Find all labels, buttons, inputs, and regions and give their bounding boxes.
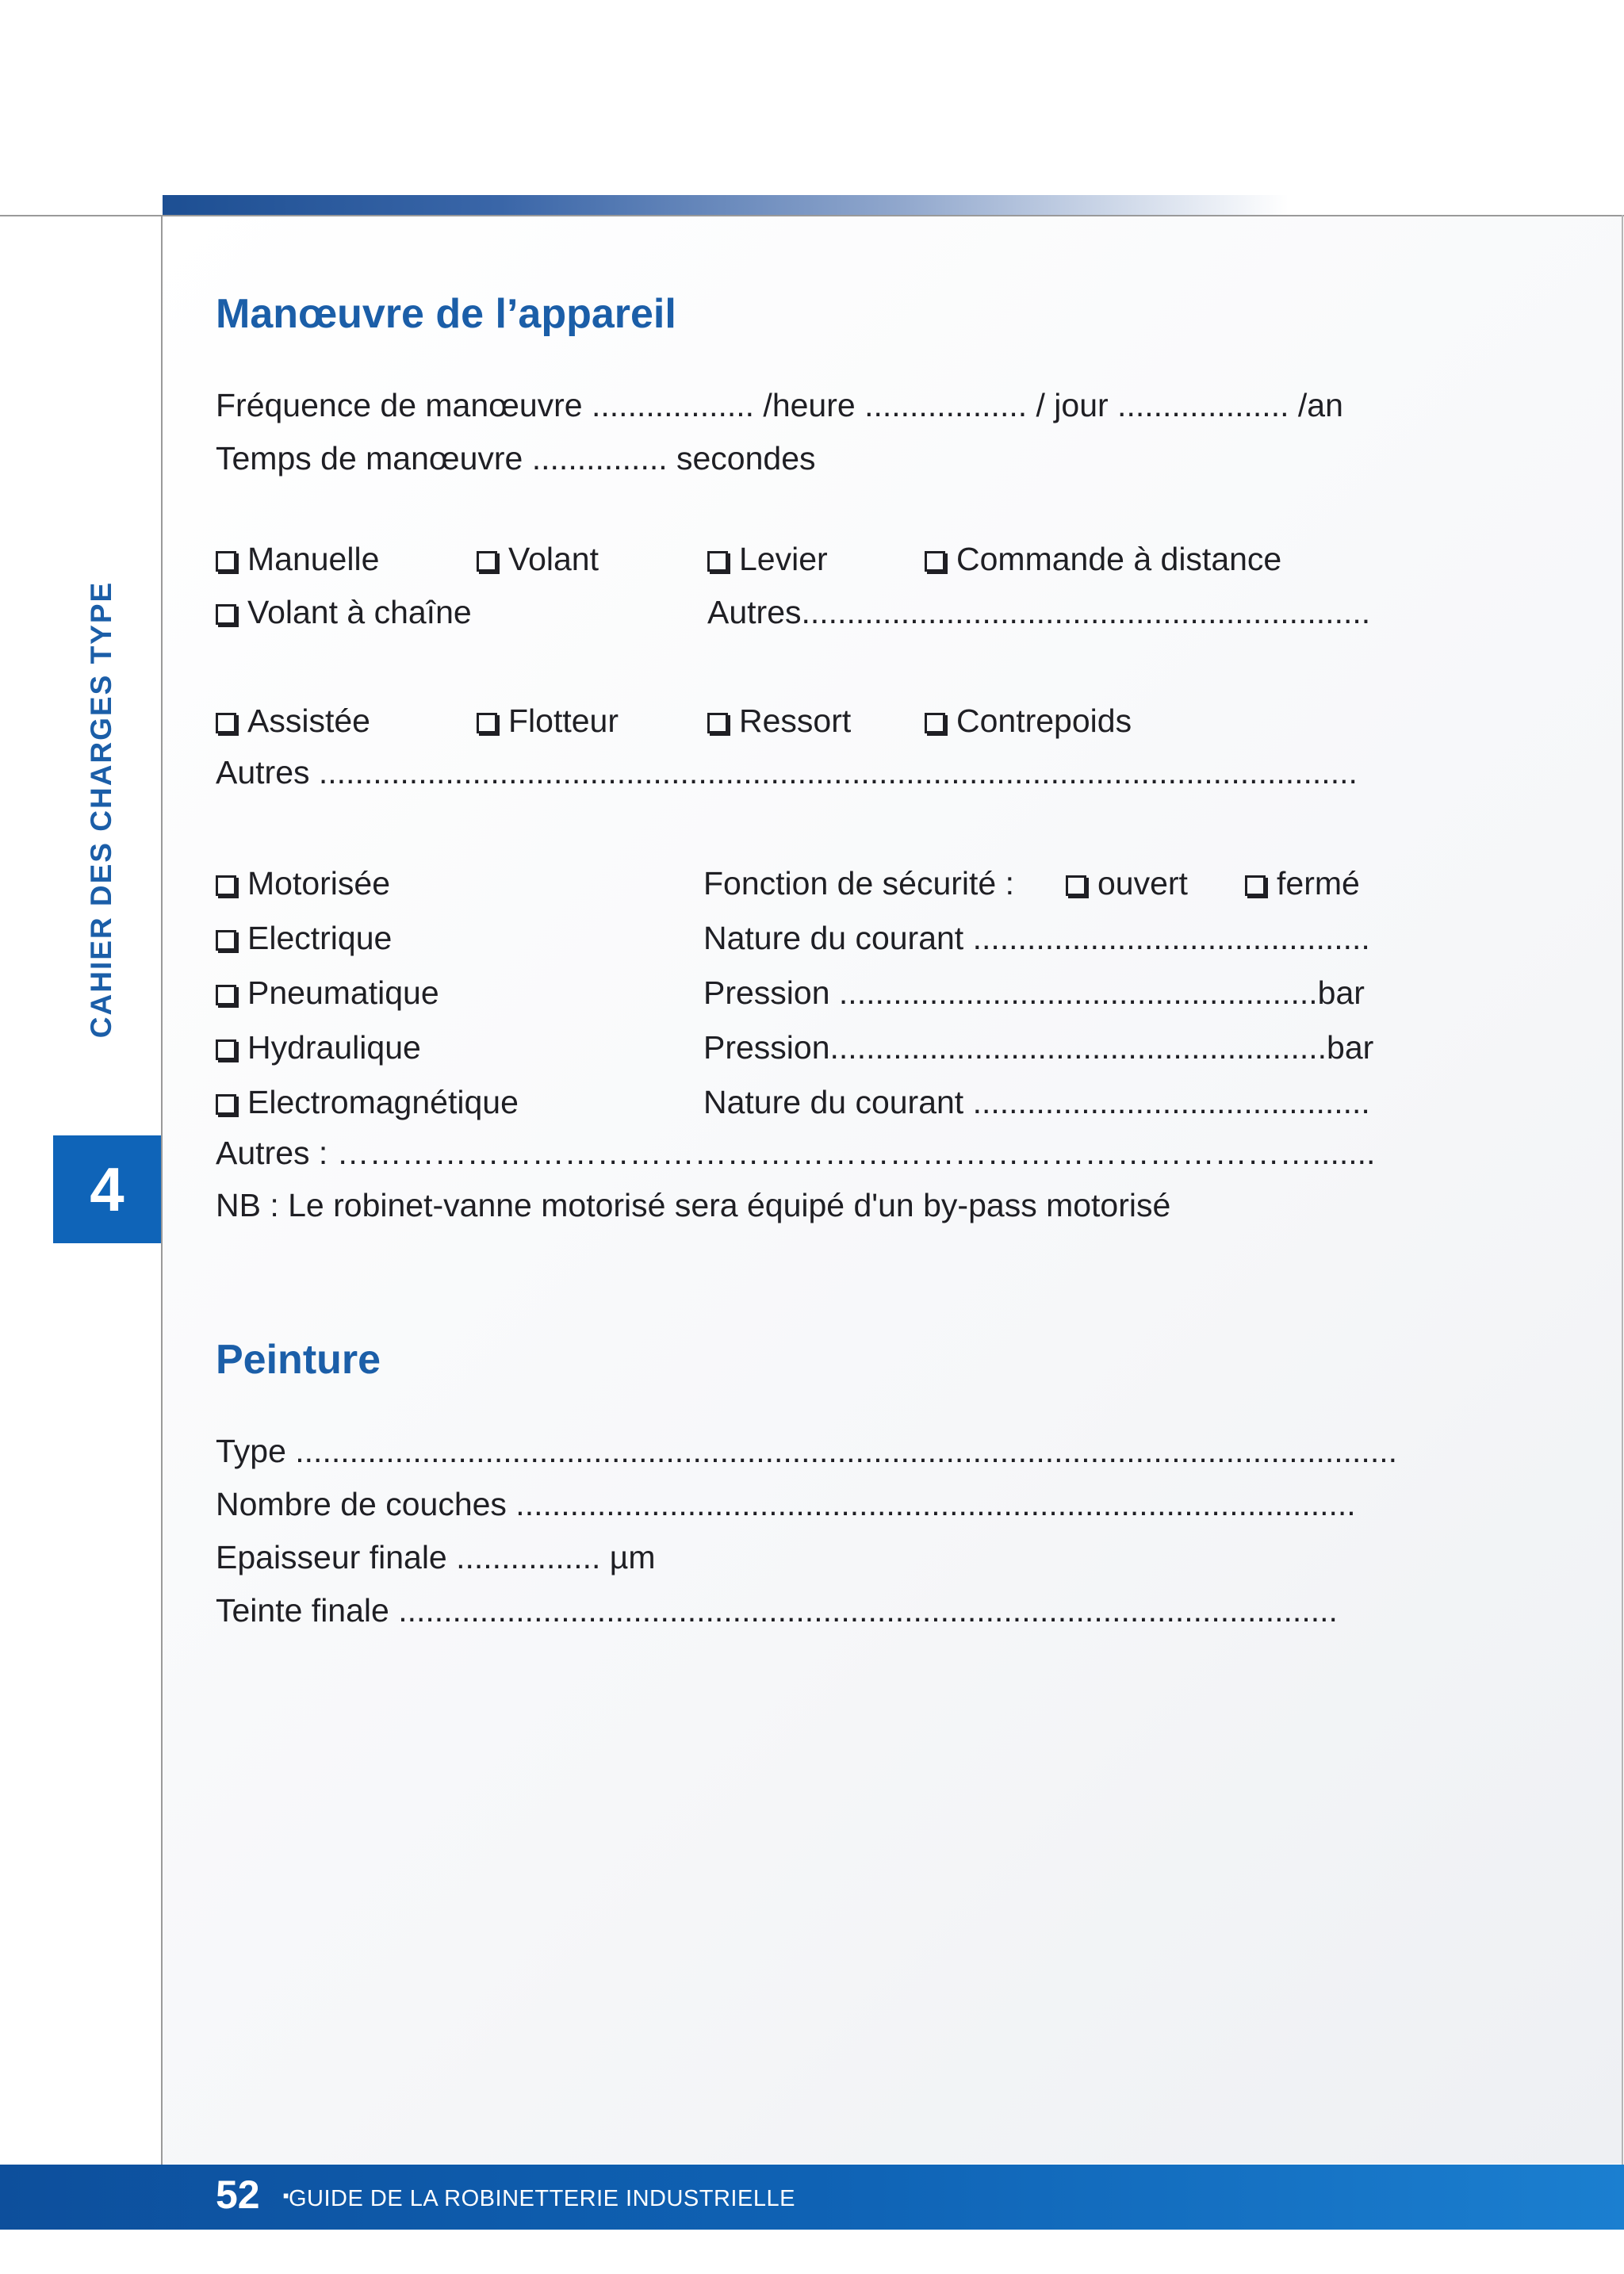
autres-field-2[interactable]: Autres ................................................................................................................... bbox=[216, 754, 1358, 791]
pression-field-1[interactable]: Pression .....................................................bar bbox=[703, 974, 1365, 1011]
right-rule bbox=[1622, 215, 1623, 2165]
left-rule bbox=[161, 215, 163, 2165]
nature-courant-field-2[interactable]: Nature du courant ............................................ bbox=[703, 1084, 1370, 1120]
page-number: 52 bbox=[216, 2173, 260, 2217]
checkbox-icon bbox=[925, 551, 945, 572]
teinte-field[interactable]: Teinte finale ........................................................................................................ bbox=[216, 1592, 1338, 1629]
peinture-heading: Peinture bbox=[216, 1337, 381, 1383]
checkbox-electrique[interactable]: Electrique bbox=[216, 919, 392, 957]
checkbox-pneumatique[interactable]: Pneumatique bbox=[216, 974, 439, 1012]
header-gradient-bar bbox=[163, 195, 1289, 216]
temps-line: Temps de manœuvre ............... secondes bbox=[216, 440, 816, 477]
type-field[interactable]: Type .......................................................................................................................... bbox=[216, 1433, 1397, 1469]
checkbox-commande-distance[interactable]: Commande à distance bbox=[925, 540, 1281, 578]
checkbox-icon bbox=[925, 713, 945, 733]
checkbox-manuelle[interactable]: Manuelle bbox=[216, 540, 379, 578]
checkbox-contrepoids[interactable]: Contrepoids bbox=[925, 702, 1132, 740]
checkbox-icon bbox=[1066, 875, 1086, 896]
checkbox-electromagnetique[interactable]: Electromagnétique bbox=[216, 1083, 519, 1121]
checkbox-icon bbox=[216, 713, 236, 733]
checkbox-icon bbox=[707, 713, 728, 733]
checkbox-icon bbox=[477, 713, 497, 733]
checkbox-icon bbox=[216, 604, 236, 625]
checkbox-ouvert[interactable]: ouvert bbox=[1066, 864, 1188, 902]
checkbox-levier[interactable]: Levier bbox=[707, 540, 828, 578]
checkbox-motorisee[interactable]: Motorisée bbox=[216, 864, 390, 902]
couches-field[interactable]: Nombre de couches ............................................................................................. bbox=[216, 1486, 1356, 1522]
autres-field-3[interactable]: Autres : ………………………………………………………………………………....... bbox=[216, 1135, 1376, 1171]
checkbox-hydraulique[interactable]: Hydraulique bbox=[216, 1028, 421, 1066]
footer-title: GUIDE DE LA ROBINETTERIE INDUSTRIELLE bbox=[289, 2186, 795, 2211]
checkbox-ferme[interactable]: fermé bbox=[1245, 864, 1360, 902]
nb-note: NB : Le robinet-vanne motorisé sera équipé d'un by-pass motorisé bbox=[216, 1187, 1171, 1223]
checkbox-flotteur[interactable]: Flotteur bbox=[477, 702, 619, 740]
checkbox-icon bbox=[216, 930, 236, 951]
frequence-line: Fréquence de manœuvre .................. /heure .................. / jour ................... /an bbox=[216, 387, 1343, 423]
top-rule bbox=[0, 215, 1624, 216]
autres-field-1[interactable]: Autres............................................................... bbox=[707, 594, 1371, 630]
epaisseur-field[interactable]: Epaisseur finale ................ µm bbox=[216, 1539, 656, 1575]
checkbox-volant-chaine[interactable]: Volant à chaîne bbox=[216, 593, 472, 631]
section-number-tab: 4 bbox=[53, 1135, 161, 1243]
checkbox-icon bbox=[216, 551, 236, 572]
checkbox-icon bbox=[707, 551, 728, 572]
pression-field-2[interactable]: Pression.......................................................bar bbox=[703, 1029, 1374, 1066]
nature-courant-field-1[interactable]: Nature du courant ............................................ bbox=[703, 920, 1370, 956]
checkbox-icon bbox=[477, 551, 497, 572]
manoeuvre-heading: Manœuvre de l’appareil bbox=[216, 291, 676, 337]
checkbox-assistee[interactable]: Assistée bbox=[216, 702, 370, 740]
fonction-securite-label: Fonction de sécurité : bbox=[703, 865, 1014, 902]
checkbox-ressort[interactable]: Ressort bbox=[707, 702, 851, 740]
footer-separator: · bbox=[282, 2179, 293, 2214]
checkbox-icon bbox=[216, 875, 236, 896]
checkbox-icon bbox=[216, 1039, 236, 1060]
checkbox-volant[interactable]: Volant bbox=[477, 540, 599, 578]
section-title-vertical: CAHIER DES CHARGES TYPE bbox=[85, 580, 117, 1039]
checkbox-icon bbox=[216, 985, 236, 1005]
checkbox-icon bbox=[216, 1094, 236, 1115]
checkbox-icon bbox=[1245, 875, 1266, 896]
